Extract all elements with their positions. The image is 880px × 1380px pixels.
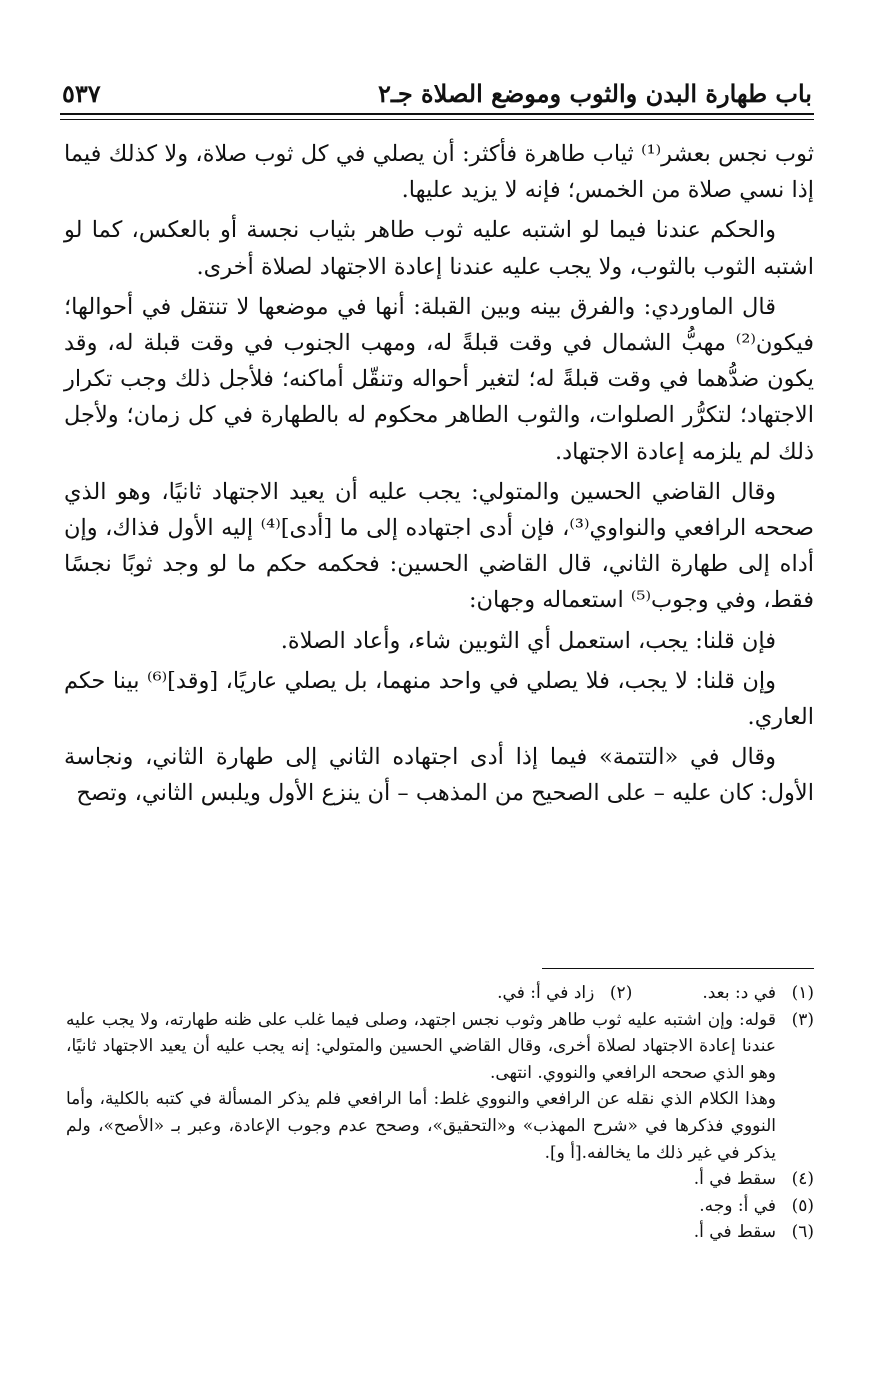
header-rule-thin <box>60 119 814 120</box>
paragraph: وقال القاضي الحسين والمتولي: يجب عليه أن يعيد الاجتهاد ثانيًا، وهو الذي صححه الرافعي والنواوي⁽³⁾، فإن أدى اجتهاده إلى ما [أدى]⁽⁴⁾ إليه الأول فذاك، وإن أداه إلى طهارة الثاني، قال القاضي الحسين: فحكمه حكم ما لو وجد ثوبًا نجسًا فقط، وفي وجوب⁽⁵⁾ استعماله وجهان: <box>64 478 815 614</box>
header-rule-thick <box>60 113 814 115</box>
footnote-text: سقط في أ. <box>693 1169 776 1190</box>
footnote-5 <box>66 1193 814 1220</box>
paragraph: قال الماوردي: والفرق بينه وبين القبلة: أنها في موضعها لا تنتقل في أحوالها؛ فيكون⁽²⁾ مهبُّ الشمال في وقت قبلةً له، ومهب الجنوب في وقت قبلة له، وقد يكون ضدُّهما في وقت قبلةً له؛ لتغير أحواله وتنقّل أماكنه؛ فلأجل ذلك وجب تكرار الاجتهاد؛ لتكرُّر الصلوات، والثوب الطاهر محكوم له بالطهارة في كل زمان؛ ولأجل ذلك لم يلزمه إعادة الاجتهاد. <box>64 293 814 465</box>
running-header <box>62 72 812 108</box>
paragraph: فإن قلنا: يجب، استعمل أي الثوبين شاء، وأعاد الصلاة. <box>280 627 776 654</box>
footnote-2 <box>497 980 632 1007</box>
paragraph: والحكم عندنا فيما لو اشتبه عليه ثوب طاهر بثياب نجسة أو بالعكس، كما لو اشتبه الثوب بالثوب، ولا يجب عليه عندنا إعادة الاجتهاد لصلاة أخرى. <box>64 217 814 280</box>
footnote-text: وهذا الكلام الذي نقله عن الرافعي والنووي غلط: أما الرافعي فلم يذكر المسألة في كتبه بالكلية، وأما النووي فذكرها في «شرح المهذب» و«التحقيق»، وصحح عدم وجوب الإعادة، وعبر بـ «الأصح»، ولم يذكر في غير ذلك ما يخالفه.[أ و]. <box>66 1089 776 1163</box>
paragraph: وقال في «التتمة» فيما إذا أدى اجتهاده الثاني إلى طهارة الثاني، ونجاسة الأول: كان عليه – على الصحيح من المذهب – أن ينزع الأول ويلبس الثاني، وتصح <box>64 744 814 807</box>
footnote-number: (٣) <box>791 1009 814 1030</box>
footnote-text: في أ: وجه. <box>699 1195 776 1216</box>
footnote-text: قوله: وإن اشتبه عليه ثوب طاهر وثوب نجس اجتهد، وصلى فيما غلب على ظنه طهارته، ولا يجب عليه عندنا إعادة الاجتهاد لصلاة أخرى، وقال القاضي الحسين والمتولي: إنه يجب عليه أن يعيد الاجتهاد ثانيًا، وهو الذي صححه الرافعي والنووي. انتهى. <box>66 1009 776 1083</box>
footnote-text: سقط في أ. <box>693 1222 776 1243</box>
paragraph: ثوب نجس بعشر⁽¹⁾ ثياب طاهرة فأكثر: أن يصلي في كل ثوب صلاة، ولا كذلك فيما إذا نسي صلاة من الخمس؛ فإنه لا يزيد عليها. <box>64 141 814 204</box>
footnote-pair <box>66 980 814 1007</box>
footnote-3-continued <box>66 1086 814 1166</box>
page-number: ٥٣٧ <box>62 79 101 108</box>
footnote-number: (٦) <box>791 1222 814 1243</box>
footnote-number: (٤) <box>791 1169 814 1190</box>
footnote-text: زاد في أ: في. <box>497 983 595 1003</box>
footnote-separator <box>542 968 814 969</box>
footnote-6 <box>66 1219 814 1246</box>
footnote-1 <box>702 980 814 1007</box>
paragraph: وإن قلنا: لا يجب، فلا يصلي في واحد منهما، بل يصلي عاريًا، [وقد]⁽⁶⁾ بينا حكم العاري. <box>64 667 814 731</box>
main-text <box>64 136 814 816</box>
footnote-number: (٥) <box>791 1195 814 1216</box>
footnote-text: في د: بعد. <box>702 983 776 1003</box>
chapter-title: باب طهارة البدن والثوب وموضع الصلاة جـ٢ <box>377 79 812 108</box>
footnote-number: (١) <box>791 983 814 1003</box>
footnote-4 <box>66 1166 814 1193</box>
footnote-3 <box>66 1007 814 1087</box>
footnote-number: (٢) <box>609 983 633 1003</box>
footnotes <box>66 980 814 1246</box>
